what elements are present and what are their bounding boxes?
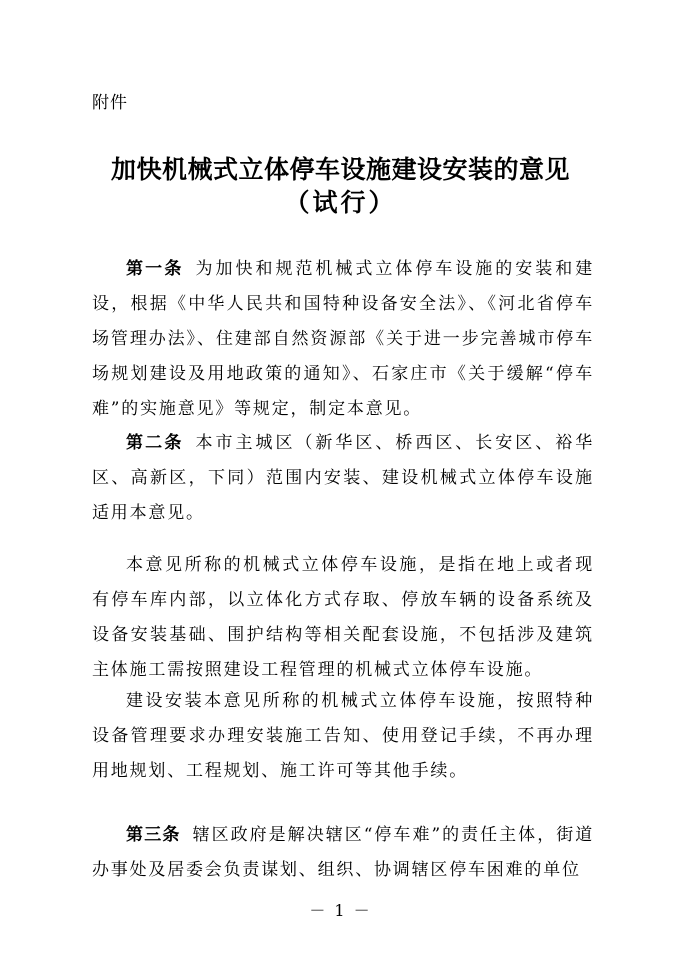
article-2-label: 第二条 (126, 433, 184, 453)
article-1-label: 第一条 (126, 259, 184, 279)
article-3-label: 第三条 (126, 825, 181, 845)
article-2-definition-paragraph (92, 548, 594, 688)
document-subtitle: （试行） (284, 188, 397, 217)
article-1-paragraph (92, 252, 594, 427)
article-2-procedure-text: 建设安装本意见所称的机械式立体停车设施，按照特种设备管理要求办理安装施工告知、使用登记手续，不再办理用地规划、工程规划、施工许可等其他手续。 (92, 691, 594, 781)
document-title: 加快机械式立体停车设施建设安装的意见 (110, 155, 570, 184)
article-2-text: 本市主城区（新华区、桥西区、长安区、裕华区、高新区，下同）范围内安装、建设机械式立体停车设施适用本意见。 (92, 433, 595, 523)
page-number: － 1 － (309, 901, 372, 920)
article-3-text: 辖区政府是解决辖区“停车难”的责任主体，街道办事处及居委会负责谋划、组织、协调辖区停车困难的单位 (92, 825, 595, 880)
article-3-paragraph (92, 818, 594, 888)
article-2-definition-text: 本意见所称的机械式立体停车设施，是指在地上或者现有停车库内部，以立体化方式存取、停放车辆的设备系统及设备安装基础、围护结构等相关配套设施，不包括涉及建筑主体施工需按照建设工程管理的机械式立体停车设施。 (92, 555, 594, 680)
article-1-text: 为加快和规范机械式立体停车设施的安装和建设，根据《中华人民共和国特种设备安全法》、《河北省停车场管理办法》、住建部自然资源部《关于进一步完善城市停车场规划建设及用地政策的通知》、石家庄市《关于缓解“停车难”的实施意见》等规定，制定本意见。 (92, 259, 595, 419)
attachment-label: 附件 (92, 93, 128, 113)
article-2-paragraph (92, 426, 594, 531)
article-2-procedure-paragraph (92, 684, 594, 789)
